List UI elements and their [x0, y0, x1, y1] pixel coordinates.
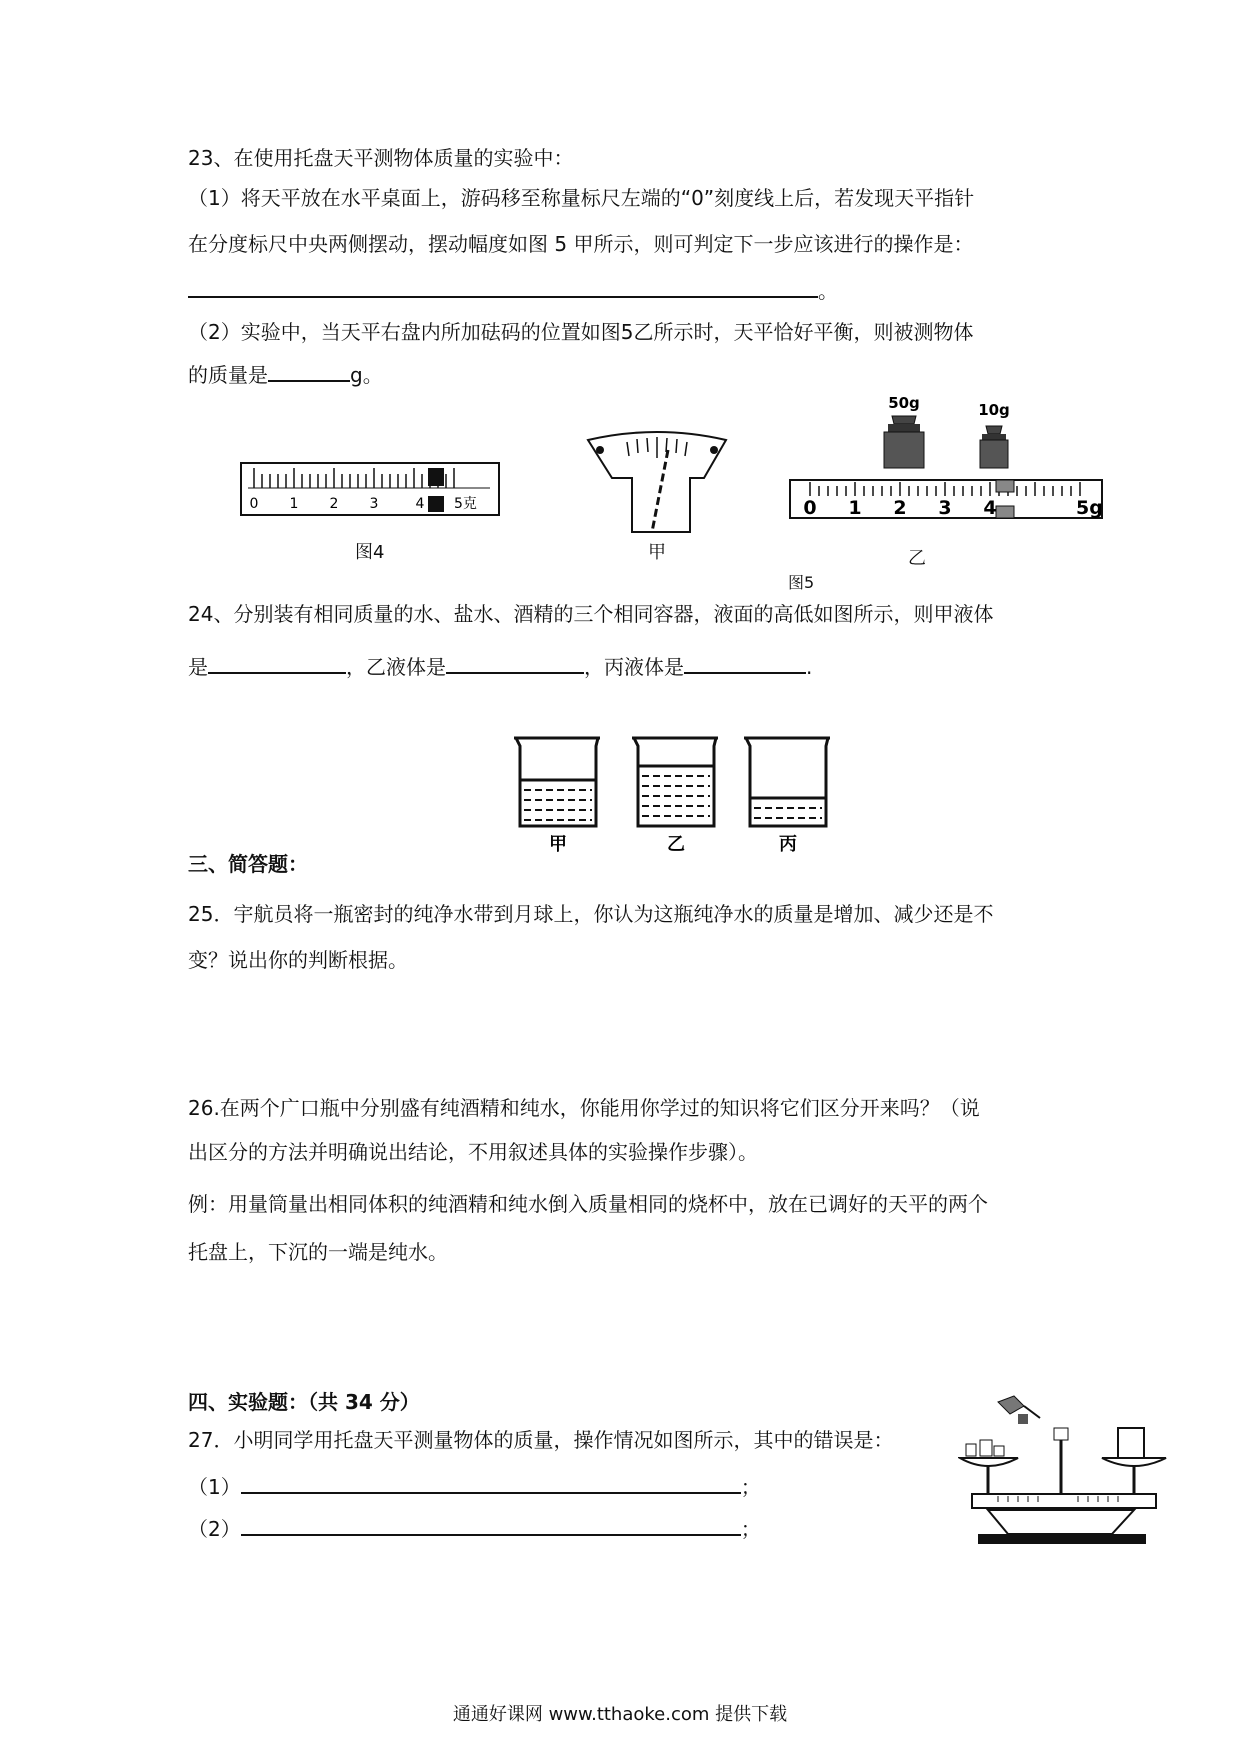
weight-10g-icon	[980, 440, 1008, 468]
q25-line2: 变？说出你的判断根据。	[188, 948, 408, 972]
beaker-label: 丙	[779, 834, 797, 855]
answer-blank[interactable]	[188, 276, 818, 298]
balance-illustration	[958, 1392, 1172, 1546]
figure-5-jia-pointer	[582, 428, 732, 536]
rider-top	[996, 480, 1014, 492]
section-4-heading: 四、实验题：（共 34 分）	[188, 1390, 420, 1414]
liquid-c-blank[interactable]	[684, 652, 806, 674]
weight-label-10g: 10g	[978, 401, 1010, 419]
beaker-yi	[632, 738, 718, 826]
weight-icon	[1018, 1414, 1028, 1424]
balance-beam	[972, 1494, 1156, 1508]
mass-blank[interactable]	[268, 360, 350, 382]
emphasized-phrase: 明确说出结论	[328, 1140, 448, 1164]
tick-label: 0	[249, 496, 259, 512]
q26-line1: 26.在两个广口瓶中分别盛有纯酒精和纯水，你能用你学过的知识将它们区分开来吗？（说	[188, 1096, 980, 1120]
left-pan	[960, 1458, 1018, 1466]
beaker-jia	[514, 738, 600, 826]
error-2-blank[interactable]	[241, 1514, 741, 1536]
beaker-bing	[744, 738, 830, 826]
tick-label: 3	[369, 496, 379, 512]
rider-bottom	[428, 496, 444, 512]
q23-title: 23、在使用托盘天平测物体质量的实验中：	[188, 146, 574, 170]
liquid-b-blank[interactable]	[446, 652, 584, 674]
figure-4-label: 图4	[355, 542, 385, 563]
q24-line1: 24、分别装有相同质量的水、盐水、酒精的三个相同容器，液面的高低如图所示，则甲液体	[188, 602, 994, 626]
q23-part1-line1: （1）将天平放在水平桌面上，游码移至称量标尺左端的“0”刻度线上后，若发现天平指针	[188, 186, 975, 210]
tick-label: 2	[893, 497, 907, 519]
balance-base	[978, 1534, 1146, 1544]
tick-label: 5g	[1076, 497, 1103, 519]
beakers-figure	[512, 736, 832, 856]
q23-part1-line2: 在分度标尺中央两侧摆动，摆动幅度如图 5 甲所示，则可判定下一步应该进行的操作是：	[188, 232, 974, 256]
q27-item2: （2） ；	[188, 1514, 761, 1541]
figure-4-scale-ruler	[240, 462, 500, 522]
tick-label: 3	[938, 497, 952, 519]
liquid-a-blank[interactable]	[208, 652, 346, 674]
tick-label: 1	[289, 496, 299, 512]
q23-part1-answer-line: 。	[188, 276, 838, 303]
right-pan	[1102, 1458, 1166, 1466]
tick-label: 5克	[454, 496, 477, 512]
q24-line2: 是 ，乙液体是 ，丙液体是 .	[188, 652, 812, 679]
q27-line1: 27．小明同学用托盘天平测量物体的质量，操作情况如图所示，其中的错误是：	[188, 1428, 894, 1452]
tick-label: 4	[415, 496, 425, 512]
footer-text: 通通好课网 www.tthaoke.com 提供下载	[452, 1704, 788, 1725]
figure-5-label: 图5	[788, 573, 815, 592]
q27-item1: （1） ；	[188, 1472, 761, 1499]
section-3-heading: 三、简答题：	[188, 852, 308, 876]
weight-label-50g: 50g	[888, 394, 920, 412]
q23-part2-line2: 的质量是 g。	[188, 360, 383, 387]
hand-icon	[998, 1396, 1024, 1414]
q26-example-line1: 例：用量筒量出相同体积的纯酒精和纯水倒入质量相同的烧杯中，放在已调好的天平的两个	[188, 1192, 988, 1216]
figure-5-yi-weights-scale	[788, 392, 1106, 520]
tick-label: 2	[329, 496, 339, 512]
q26-example-line2: 托盘上，下沉的一端是纯水。	[188, 1240, 448, 1264]
beaker-label: 甲	[549, 834, 567, 855]
rider-bottom	[996, 506, 1014, 518]
tick-label: 1	[848, 497, 862, 519]
figure-5-jia-label: 甲	[648, 542, 666, 563]
error-1-blank[interactable]	[241, 1472, 741, 1494]
weight-50g-icon	[884, 432, 924, 468]
rider-top	[428, 468, 444, 486]
object-block	[1118, 1428, 1144, 1458]
beaker-label: 乙	[667, 834, 685, 855]
tick-label: 0	[803, 497, 817, 519]
q25-line1: 25．宇航员将一瓶密封的纯净水带到月球上，你认为这瓶纯净水的质量是增加、减少还是不	[188, 902, 994, 926]
figure-5-yi-label: 乙	[908, 548, 926, 569]
q26-line2: 出区分的方法并明确说出结论，不用叙述具体的实验操作步骤）。	[188, 1140, 758, 1164]
tick-label: 4	[983, 497, 997, 519]
q23-part2-line1: （2）实验中，当天平右盘内所加砝码的位置如图5乙所示时，天平恰好平衡，则被测物体	[188, 320, 974, 344]
